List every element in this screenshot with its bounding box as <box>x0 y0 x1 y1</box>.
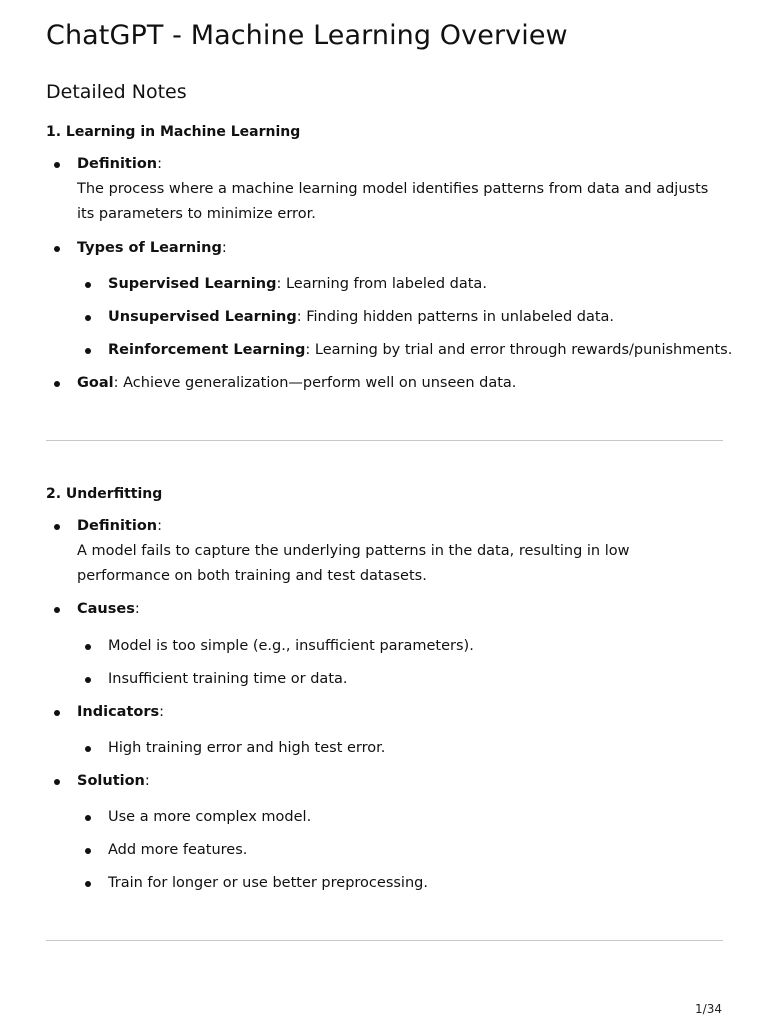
cause-text: Model is too simple (e.g., insufficient parameters). <box>108 638 474 654</box>
type-text: : Learning from labeled data. <box>276 276 487 292</box>
solution-text: Use a more complex model. <box>108 809 312 825</box>
indicator-text: High training error and high test error. <box>108 740 386 756</box>
colon: : <box>134 601 140 617</box>
section-1-heading: 1. Learning in Machine Learning <box>46 124 301 140</box>
bullet-icon <box>85 282 91 288</box>
s1-goal-label: Goal <box>77 375 114 391</box>
s1-definition-label: Definition <box>77 156 158 172</box>
bullet-icon <box>85 644 91 650</box>
colon: : <box>157 518 162 534</box>
bullet-icon <box>85 315 91 321</box>
colon: : <box>221 240 227 256</box>
s1-definition-item <box>77 152 717 227</box>
s1-type-item <box>108 338 732 363</box>
s2-definition-item <box>77 514 652 589</box>
colon: : <box>159 704 165 720</box>
type-text: : Finding hidden patterns in unlabeled data. <box>296 309 615 325</box>
s1-definition-text: The process where a machine learning model identifies patterns from data and adjusts its parameters to minimize error. <box>77 181 709 222</box>
section-divider <box>46 940 723 941</box>
s2-definition-text: A model fails to capture the underlying patterns in the data, resulting in low performance on both training and test datasets. <box>77 543 630 584</box>
s1-type-item <box>108 305 614 330</box>
bullet-icon <box>54 162 60 168</box>
s2-causes-label: Causes <box>77 601 135 617</box>
s2-definition-label: Definition <box>77 518 158 534</box>
s2-indicators-label: Indicators <box>77 704 160 720</box>
page-number: 1/34 <box>695 1002 722 1016</box>
solution-text: Train for longer or use better preprocessing. <box>108 875 428 891</box>
s2-cause-item <box>108 667 348 692</box>
type-label: Supervised Learning <box>108 276 277 292</box>
s2-solution-entry <box>108 838 247 863</box>
bullet-icon <box>54 710 60 716</box>
s1-goal-text: : Achieve generalization—perform well on unseen data. <box>113 375 517 391</box>
section-2-heading: 2. Underfitting <box>46 486 163 502</box>
s2-cause-item <box>108 634 474 659</box>
s2-causes-item <box>77 597 140 622</box>
s1-goal-item <box>77 371 516 396</box>
colon: : <box>157 156 162 172</box>
s1-types-label: Types of Learning <box>77 240 222 256</box>
s2-solution-label: Solution <box>77 773 145 789</box>
s2-solution-entry <box>108 805 311 830</box>
bullet-icon <box>54 779 60 785</box>
colon: : <box>144 773 150 789</box>
s2-solution-item <box>77 769 150 794</box>
s1-types-item <box>77 236 227 261</box>
page-title: ChatGPT - Machine Learning Overview <box>46 20 568 51</box>
type-label: Reinforcement Learning <box>108 342 306 358</box>
s2-indicator-item <box>108 736 385 761</box>
bullet-icon <box>54 246 60 252</box>
s1-type-item <box>108 272 487 297</box>
type-text: : Learning by trial and error through rewards/punishments. <box>305 342 733 358</box>
cause-text: Insufficient training time or data. <box>108 671 348 687</box>
bullet-icon <box>85 348 91 354</box>
s2-indicators-item <box>77 700 164 725</box>
type-label: Unsupervised Learning <box>108 309 297 325</box>
bullet-icon <box>85 677 91 683</box>
bullet-icon <box>85 746 91 752</box>
bullet-icon <box>85 815 91 821</box>
section-divider <box>46 440 723 441</box>
solution-text: Add more features. <box>108 842 248 858</box>
page-subtitle: Detailed Notes <box>46 81 187 103</box>
bullet-icon <box>54 381 60 387</box>
bullet-icon <box>54 607 60 613</box>
bullet-icon <box>85 848 91 854</box>
bullet-icon <box>54 524 60 530</box>
bullet-icon <box>85 881 91 887</box>
s2-solution-entry <box>108 871 428 896</box>
